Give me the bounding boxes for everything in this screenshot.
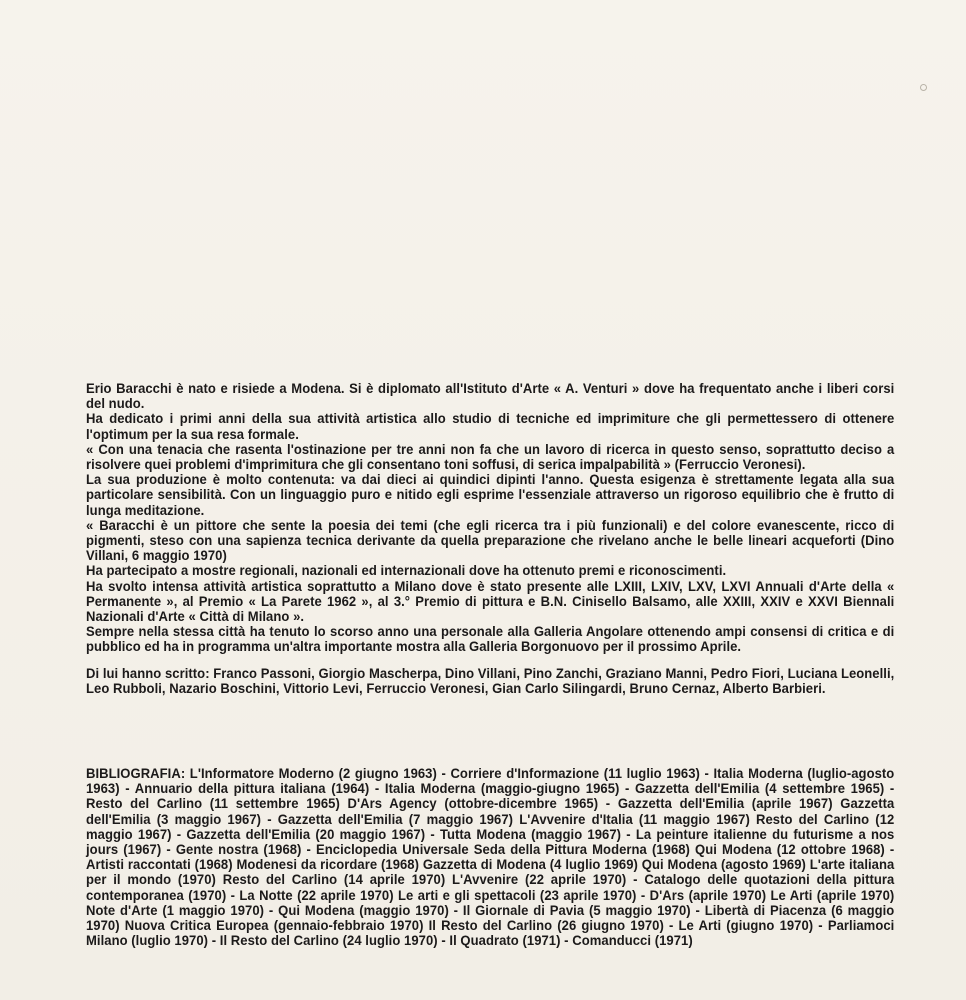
bio-paragraph: Sempre nella stessa città ha tenuto lo scorso anno una personale alla Galleria Angolare ottenendo ampi consensi di critica e di pubblico ed ha in programma un'altra importante mostra alla Galleria Borgonuovo per il prossimo Aprile.: [86, 624, 895, 655]
bio-paragraph: Ha dedicato i primi anni della sua attività artistica allo studio di tecniche ed imprimiture che gli permettessero di ottenere l'optimum per la sua resa formale.: [86, 411, 895, 442]
biography-section: [86, 381, 894, 655]
corner-mark: [920, 84, 927, 91]
bio-paragraph: Ha partecipato a mostre regionali, nazionali ed internazionali dove ha ottenuto premi e riconoscimenti.: [86, 563, 727, 579]
bio-paragraph: Ha svolto intensa attività artistica soprattutto a Milano dove è stato presente alle LXIII, LXIV, LXV, LXVI Annuali d'Arte della « Permanente », al Premio « La Parete 1962 », al 3.° Premio di pittura e B.N. Cinisello Balsamo, alle XXIII, XXIV e XXVI Biennali Nazionali d'Arte « Città di Milano ».: [86, 578, 895, 625]
bibliography-section: [86, 766, 894, 948]
bio-paragraph: Erio Baracchi è nato e risiede a Modena. Si è diplomato all'Istituto d'Arte « A. Venturi » dove ha frequentato anche i liberi corsi del nudo.: [86, 381, 895, 412]
bio-paragraph: « Con una tenacia che rasenta l'ostinazione per tre anni non fa che un lavoro di ricerca in questo senso, soprattutto deciso a risolvere quei problemi d'imprimitura che gli consentano toni soffusi, di serica impalpabilità » (Ferruccio Veronesi).: [86, 441, 895, 473]
bibliography-text: BIBLIOGRAFIA: L'Informatore Moderno (2 giugno 1963) - Corriere d'Informazione (11 luglio 1963) - Italia Moderna (luglio-agosto 1963) - Annuario della pittura italiana (1964) - Italia Moderna (maggio-giugno 1965) - Gazzetta dell'Emilia (4 settembre 1965) - Resto del Carlino (11 settembre 1965) D'Ars Agency (ottobre-dicembre 1965) - Gazzetta dell'Emilia (aprile 1967) Gazzetta dell'Emilia (3 maggio 1967) - Gazzetta dell'Emilia (7 maggio 1967) L'Avvenire d'Italia (11 maggio 1967) Resto del Carlino (12 maggio 1967) - Gazzetta dell'Emilia (20 maggio 1967) - Tutta Modena (maggio 1967) - La peinture italienne du futurisme a nos jours (1967) - Gente nostra (1968) - Enciclopedia Universale Seda della Pittura Moderna (1968) Qui Modena (12 ottobre 1968) - Artisti raccontati (1968) Modenesi da ricordare (1968) Gazzetta di Modena (4 luglio 1969) Qui Modena (agosto 1969) L'arte italiana per il mondo (1970) Resto del Carlino (14 aprile 1970) L'Avvenire (22 aprile 1970) - Catalogo delle quotazioni della pittura contemporanea (1970) - La Notte (22 aprile 1970) Le arti e gli spettacoli (23 aprile 1970) - D'Ars (aprile 1970) Le Arti (aprile 1970) Note d'Arte (1 maggio 1970) - Qui Modena (maggio 1970) - Il Giornale di Pavia (5 maggio 1970) - Libertà di Piacenza (6 maggio 1970) Nuova Critica Europea (gennaio-febbraio 1970) Il Resto del Carlino (26 giugno 1970) - Le Arti (giugno 1970) - Parliamoci Milano (luglio 1970) - Il Resto del Carlino (24 luglio 1970) - Il Quadrato (1971) - Comanducci (1971): [86, 766, 895, 949]
bio-paragraph: « Baracchi è un pittore che sente la poesia dei temi (che egli ricerca tra i più funzionali) e del colore evanescente, ricco di pigmenti, steso con una sapienza tecnica derivante da quella preparazione che rivelano anche le belle lineari acqueforti (Dino Villani, 6 maggio 1970): [86, 517, 895, 564]
bio-paragraph: La sua produzione è molto contenuta: va dai dieci ai quindici dipinti l'anno. Questa esigenza è strettamente legata alla sua particolare sensibilità. Con un linguaggio puro e nitido egli esprime l'essenziale attraverso un rigoroso equilibrio che è frutto di lunga meditazione.: [86, 472, 895, 518]
authors-text: Di lui hanno scritto: Franco Passoni, Giorgio Mascherpa, Dino Villani, Pino Zanchi, Graziano Manni, Pedro Fiori, Luciana Leonelli, Leo Rubboli, Nazario Boschini, Vittorio Levi, Ferruccio Veronesi, Gian Carlo Silingardi, Bruno Cernaz, Alberto Barbieri.: [86, 666, 895, 697]
authors-section: [86, 666, 894, 696]
